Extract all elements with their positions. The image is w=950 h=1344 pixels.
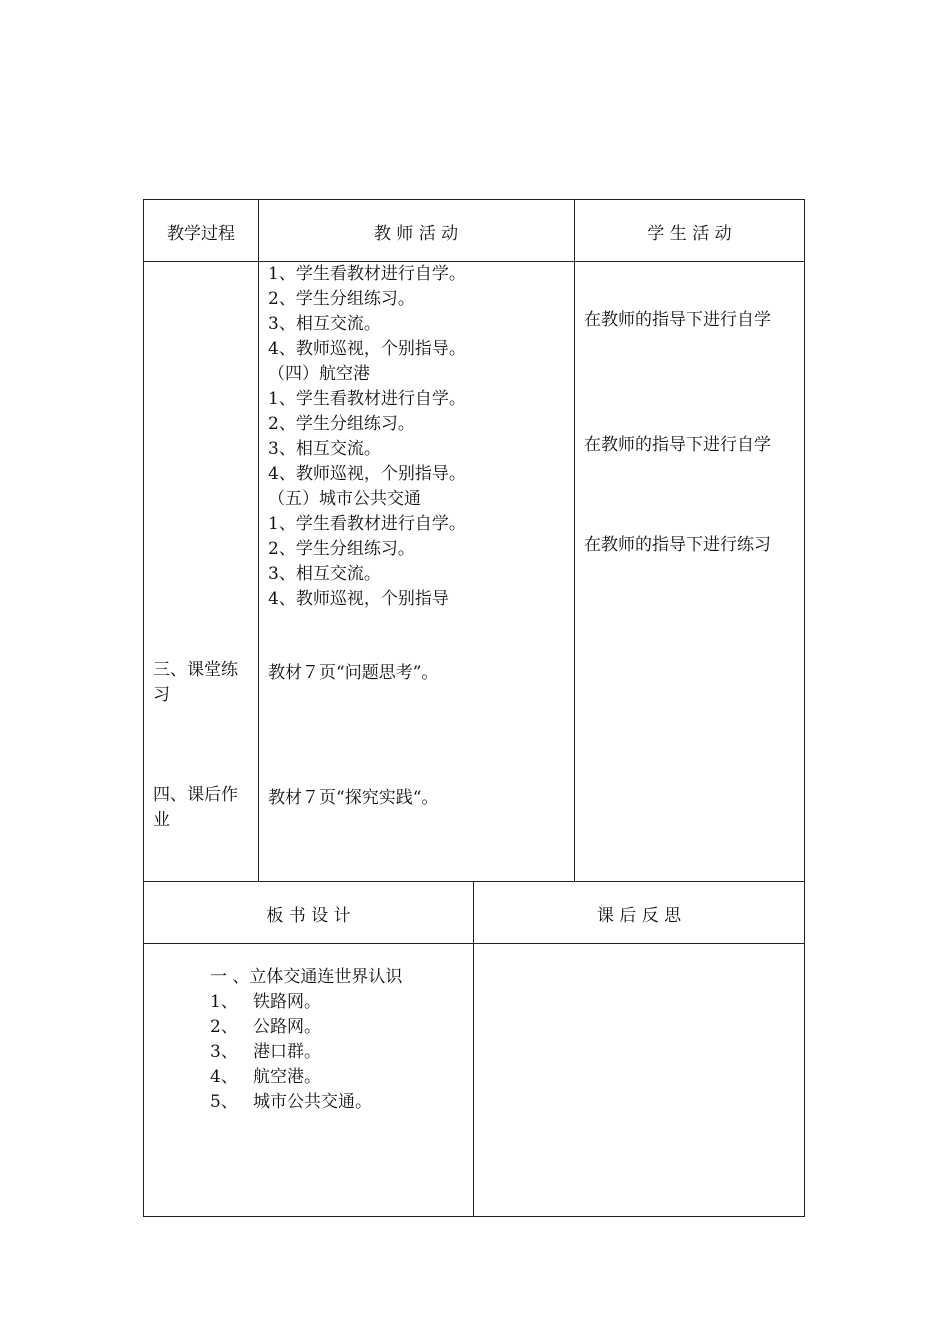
teacher-line: 4、教师巡视，个别指导。 (268, 464, 466, 484)
homework-label: 四、课后作 (153, 785, 238, 805)
teacher-line: 2、学生分组练习。 (268, 414, 415, 434)
student-line: 在教师的指导下进行练习 (584, 535, 771, 555)
teacher-line: 1、学生看教材进行自学。 (268, 389, 466, 409)
practice-label-cont: 习 (153, 685, 170, 705)
header-student-activity: 学 生 活 动 (647, 224, 732, 244)
teacher-subheading: （五）城市公共交通 (268, 489, 421, 509)
table-right-border (804, 199, 805, 1217)
student-line: 在教师的指导下进行自学 (584, 310, 771, 330)
board-title: 一 、立体交通连世界认识 (210, 967, 403, 987)
reflection-area[interactable] (474, 944, 804, 1216)
header-reflection: 课 后 反 思 (596, 906, 682, 926)
col-divider-teacher (574, 199, 575, 882)
homework-content: 教材７页“探究实践“。 (268, 788, 439, 808)
teacher-line: 2、学生分组练习。 (268, 539, 415, 559)
board-item-number: 3、 (210, 1042, 238, 1062)
board-item-text: 港口群。 (253, 1042, 321, 1062)
table-left-border (143, 199, 144, 1217)
teacher-line: 3、相互交流。 (268, 314, 381, 334)
practice-label: 三、课堂练 (153, 660, 238, 680)
teacher-line: 2、学生分组练习。 (268, 289, 415, 309)
teacher-line: 3、相互交流。 (268, 439, 381, 459)
header-row-divider (143, 261, 805, 262)
bottom-section-divider (143, 881, 805, 882)
board-item-number: 4、 (210, 1067, 238, 1087)
teacher-subheading: （四）航空港 (268, 364, 370, 384)
student-line: 在教师的指导下进行自学 (584, 435, 771, 455)
board-item-text: 航空港。 (253, 1067, 321, 1087)
board-item-text: 城市公共交通。 (253, 1092, 372, 1112)
board-item-number: 2、 (210, 1017, 238, 1037)
homework-label-cont: 业 (153, 810, 170, 830)
table-top-border (143, 199, 805, 200)
teacher-line: 1、学生看教材进行自学。 (268, 264, 466, 284)
teacher-line: 1、学生看教材进行自学。 (268, 514, 466, 534)
practice-content: 教材７页“问题思考”。 (268, 663, 439, 683)
board-item-text: 铁路网。 (253, 992, 321, 1012)
header-process: 教学过程 (167, 224, 235, 244)
table-bottom-border (143, 1216, 805, 1217)
header-board-design: 板 书 设 计 (266, 906, 351, 926)
col-divider-process (258, 199, 259, 882)
header-teacher-activity: 教 师 活 动 (373, 224, 459, 244)
teacher-line: 4、教师巡视，个别指导。 (268, 339, 466, 359)
board-item-number: 5、 (210, 1092, 238, 1112)
teacher-line: 3、相互交流。 (268, 564, 381, 584)
board-item-text: 公路网。 (253, 1017, 321, 1037)
board-item-number: 1、 (210, 992, 238, 1012)
teacher-line: 4、教师巡视，个别指导 (268, 589, 449, 609)
